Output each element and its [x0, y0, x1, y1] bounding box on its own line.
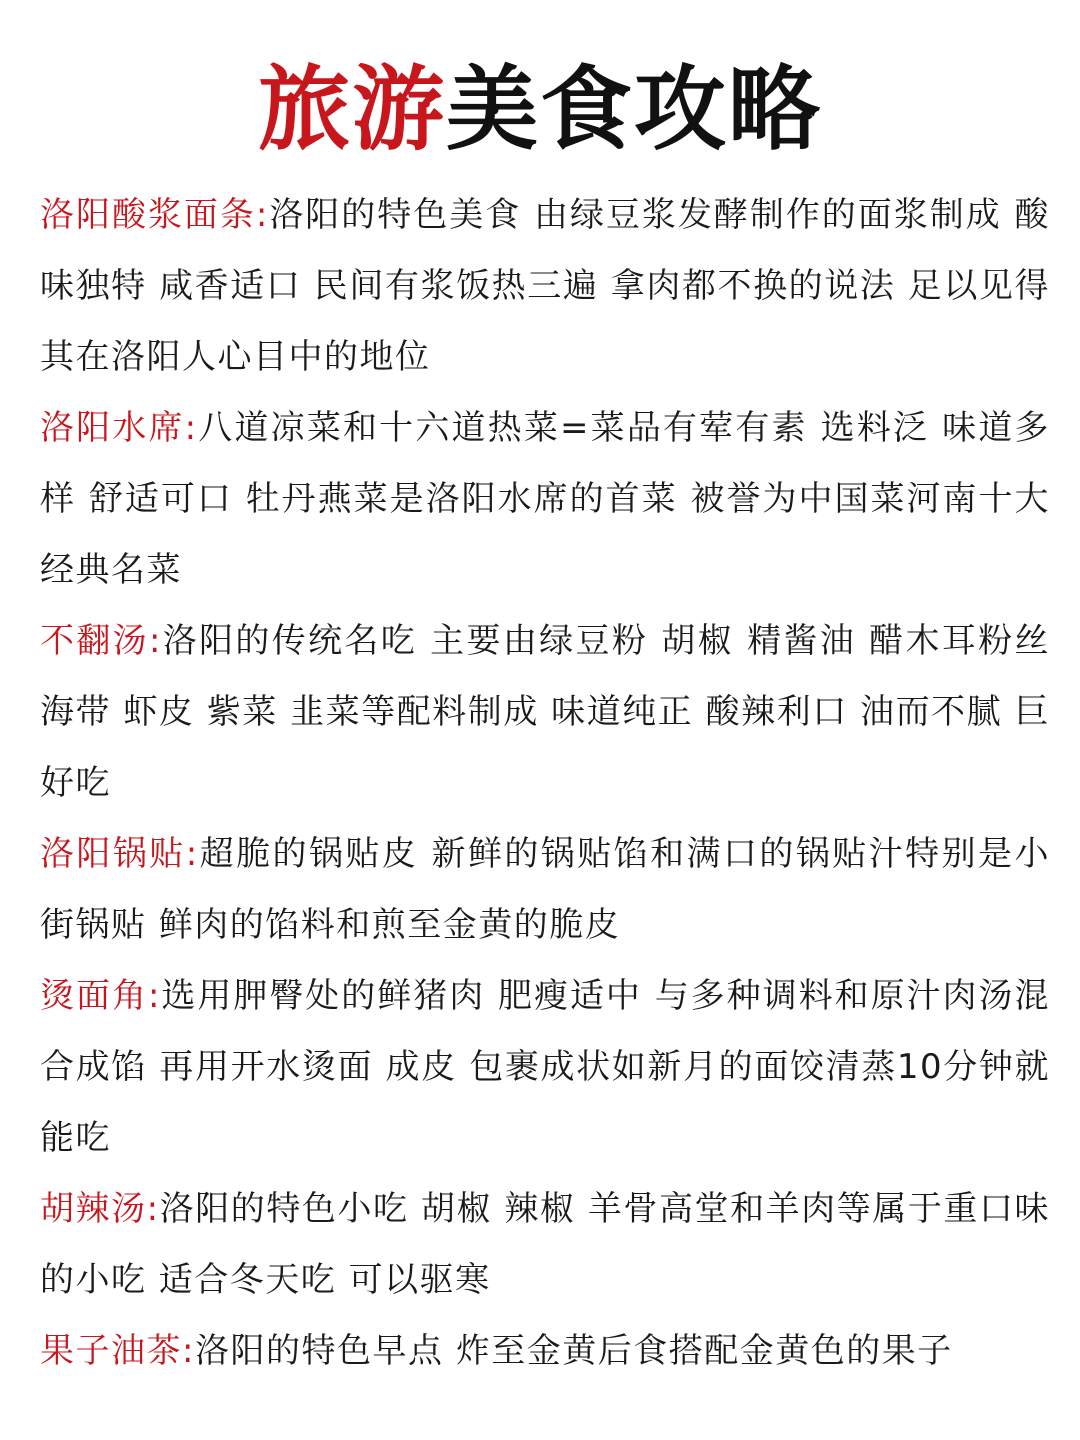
- food-entry: [40, 819, 1050, 961]
- food-name: 烫面角:: [40, 976, 161, 1016]
- food-name: 洛阳水席:: [40, 408, 198, 448]
- food-entry: [40, 1316, 1050, 1387]
- food-name: 果子油茶:: [40, 1331, 195, 1371]
- food-description: 洛阳的传统名吃 主要由绿豆粉 胡椒 精酱油 醋木耳粉丝 海带 虾皮 紫菜 韭菜等配料制成 味道纯正 酸辣利口 油而不腻 巨好吃: [40, 621, 1050, 803]
- food-name: 不翻汤:: [40, 621, 162, 661]
- food-description: 超脆的锅贴皮 新鲜的锅贴馅和满口的锅贴汁特别是小街锅贴 鲜肉的馅料和煎至金黄的脆皮: [40, 834, 1050, 945]
- food-entry: [40, 606, 1050, 819]
- page-title: [0, 55, 1080, 165]
- title-accent: 旅游: [257, 56, 446, 163]
- food-entry: [40, 1174, 1050, 1316]
- title-main: 美食攻略: [446, 56, 823, 163]
- food-name: 洛阳酸浆面条:: [40, 195, 269, 235]
- food-entry: [40, 961, 1050, 1174]
- food-name: 胡辣汤:: [40, 1189, 160, 1229]
- food-list: [40, 180, 1050, 1387]
- food-entry: [40, 393, 1050, 606]
- food-description: 洛阳的特色小吃 胡椒 辣椒 羊骨高堂和羊肉等属于重口味的小吃 适合冬天吃 可以驱寒: [40, 1189, 1050, 1300]
- food-description: 选用胛臀处的鲜猪肉 肥瘦适中 与多种调料和原汁肉汤混合成馅 再用开水烫面 成皮 包裹成状如新月的面饺清蒸10分钟就能吃: [40, 976, 1050, 1158]
- food-name: 洛阳锅贴:: [40, 834, 199, 874]
- food-description: 八道凉菜和十六道热菜=菜品有荤有素 选料泛 味道多样 舒适可口 牡丹燕菜是洛阳水席的首菜 被誉为中国菜河南十大经典名菜: [40, 408, 1050, 590]
- food-entry: [40, 180, 1050, 393]
- food-description: 洛阳的特色美食 由绿豆浆发酵制作的面浆制成 酸味独特 咸香适口 民间有浆饭热三遍 拿肉都不换的说法 足以见得其在洛阳人心目中的地位: [40, 195, 1050, 377]
- food-description: 洛阳的特色早点 炸至金黄后食搭配金黄色的果子: [194, 1331, 953, 1371]
